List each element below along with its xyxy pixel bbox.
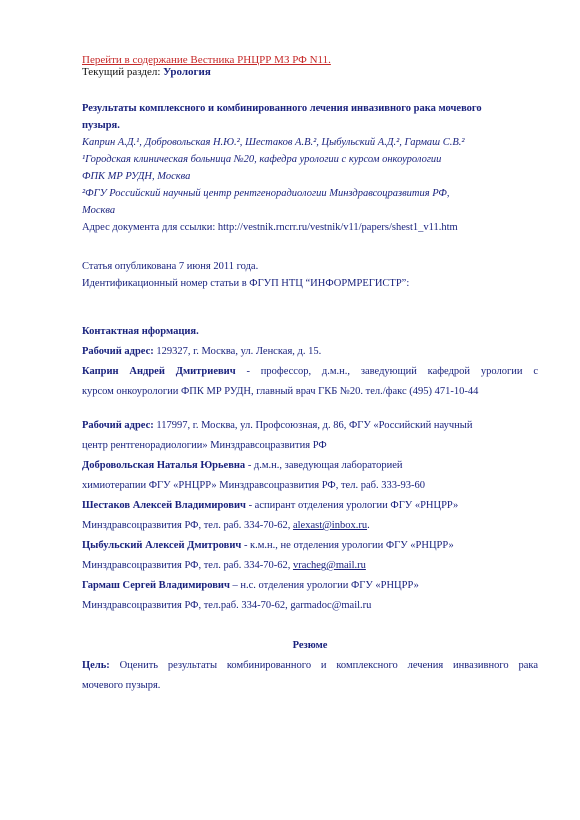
tsybulsky-line2 — [82, 556, 538, 576]
shestakov-name: Шестаков Алексей Владимирович — [82, 500, 246, 511]
tsybulsky-phone: Минздравсоцразвития РФ, тел. раб. 334-70-62, — [82, 560, 293, 571]
kaprin-name: Каприн Андрей Дмитриевич — [82, 366, 236, 377]
work-address-2-value: 117997, г. Москва, ул. Профсоюзная, д. 86, ФГУ «Российский научный — [153, 420, 473, 431]
spacer — [82, 236, 538, 258]
contacts-heading: Контактная нформация. — [82, 326, 199, 337]
work-address-1-label: Рабочий адрес: — [82, 346, 154, 357]
shestakov-phone: Минздравсоцразвития РФ, тел. раб. 334-70-62, — [82, 520, 293, 531]
tsybulsky-name: Цыбульский Алексей Дмитрович — [82, 540, 242, 551]
tsybulsky-line1 — [82, 536, 538, 556]
spacer — [82, 292, 538, 322]
kaprin-line1 — [82, 362, 538, 382]
tsybulsky-email-link[interactable]: vracheg@mail.ru — [292, 560, 366, 571]
work-address-2-label: Рабочий адрес: — [82, 420, 154, 431]
summary-heading: Резюме — [292, 640, 328, 651]
garmash-line2: Минздравсоцразвития РФ, тел.раб. 334-70-62, garmadoc@mail.ru — [82, 600, 372, 611]
shestakov-position: - аспирант отделения урологии ФГУ «РНЦРР» — [245, 500, 459, 511]
work-address-2 — [82, 416, 538, 436]
work-address-1 — [82, 342, 538, 362]
current-section — [82, 66, 538, 78]
shestakov-line1 — [82, 496, 538, 516]
work-address-2-line2: центр рентгенорадиологии» Минздравсоцразвития РФ — [82, 440, 327, 451]
spacer — [82, 78, 538, 100]
shestakov-email-link[interactable]: alexast@inbox.ru — [292, 520, 368, 531]
registration-id: Идентификационный номер статьи в ФГУП НТЦ “ИНФОРМРЕГИСТР”: — [82, 278, 410, 289]
table-of-contents-link[interactable]: Перейти в содержание Вестника РНЦРР МЗ РФ N11. — [82, 54, 331, 66]
affiliation-2-line2: Москва — [82, 205, 116, 216]
shestakov-period: . — [367, 520, 370, 531]
document-page — [82, 54, 538, 696]
article-title-line1: Результаты комплексного и комбинированного лечения инвазивного рака мочевого — [82, 103, 482, 114]
summary-section — [82, 636, 538, 696]
kaprin-position: - профессор, д.м.н., заведующий кафедрой урологии с — [235, 366, 539, 377]
affiliation-1-line2: ФПК МР РУДН, Москва — [82, 171, 191, 182]
shestakov-line2 — [82, 516, 538, 536]
dobrovolskaya-line2: химиотерапии ФГУ «РНЦРР» Минздравсоцразвития РФ, тел. раб. 333-93-60 — [82, 480, 425, 491]
current-section-label: Текущий раздел: — [82, 66, 161, 78]
work-address-1-value: 129327, г. Москва, ул. Ленская, д. 15. — [153, 346, 322, 357]
dobrovolskaya-line1 — [82, 456, 538, 476]
kaprin-line2: курсом онкоурологии ФПК МР РУДН, главный врач ГКБ №20. тел./факс (495) 471-10-44 — [82, 386, 479, 397]
spacer — [82, 616, 538, 636]
affiliation-1-line1: ¹Городская клиническая больница №20, кафедра урологии с курсом онкоурологии — [82, 154, 442, 165]
garmash-position: – н.с. отделения урологии ФГУ «РНЦРР» — [229, 580, 419, 591]
document-address: Адрес документа для ссылки: http://vestnik.rncrr.ru/vestnik/v11/papers/shest1_v11.htm — [82, 222, 458, 233]
garmash-line1 — [82, 576, 538, 596]
contacts-section — [82, 322, 538, 616]
tsybulsky-position: - к.м.н., не отделения урологии ФГУ «РНЦРР» — [241, 540, 454, 551]
garmash-name: Гармаш Сергей Владимирович — [82, 580, 230, 591]
summary-goal-line1 — [82, 656, 538, 676]
article-authors: Каприн А.Д.¹, Добровольская Н.Ю.², Шестаков А.В.², Цыбульский А.Д.², Гармаш С.В.² — [82, 137, 465, 148]
summary-goal-label: Цель: — [82, 660, 110, 671]
current-section-value: Урология — [163, 66, 211, 78]
spacer — [82, 402, 538, 416]
header-block — [82, 54, 538, 66]
dobrovolskaya-position: - д.м.н., заведующая лабораторией — [245, 460, 403, 471]
summary-goal-text: Оценить результаты комбинированного и комплексного лечения инвазивного рака — [109, 660, 538, 671]
publication-date: Статья опубликована 7 июня 2011 года. — [82, 261, 259, 272]
dobrovolskaya-name: Добровольская Наталья Юрьевна — [82, 460, 246, 471]
article-title-line2: пузыря. — [82, 120, 120, 131]
affiliation-2-line1: ²ФГУ Российский научный центр рентгенорадиологии Минздравсоцразвития РФ, — [82, 188, 450, 199]
summary-goal-line2: мочевого пузыря. — [82, 680, 161, 691]
